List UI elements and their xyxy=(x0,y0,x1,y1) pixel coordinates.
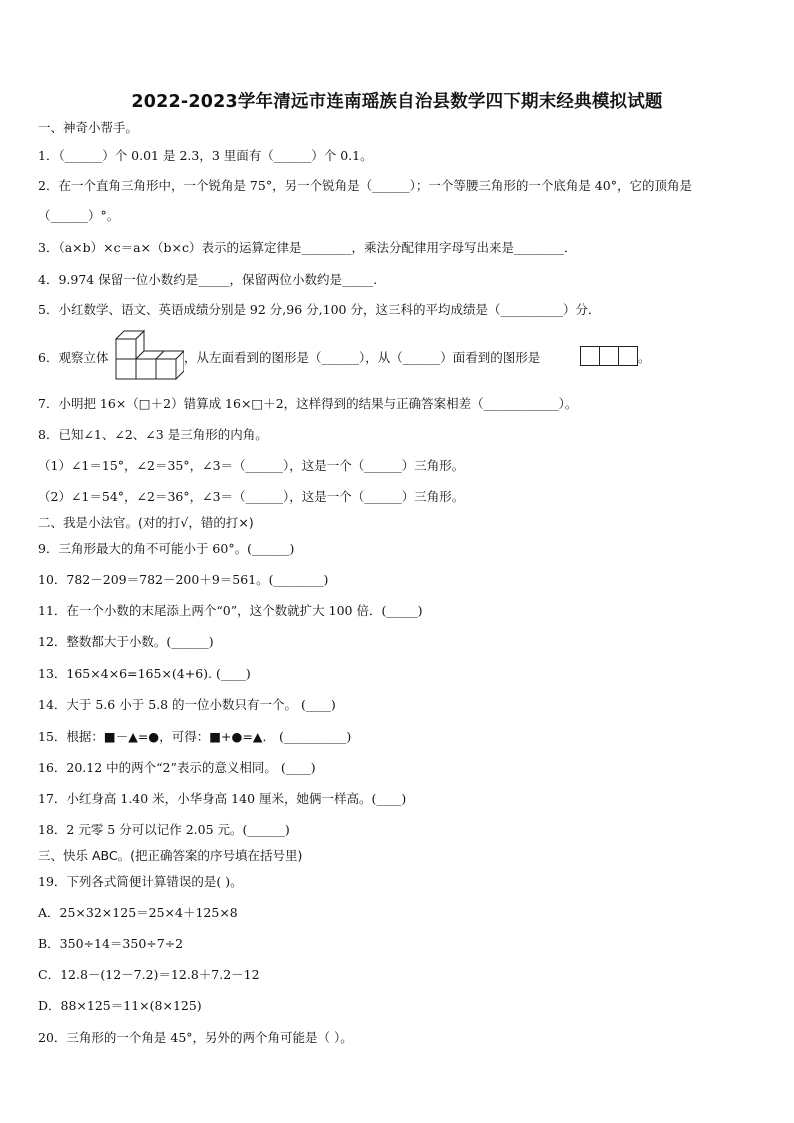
section-heading: 三、快乐 ABC。(把正确答案的序号填在括号里) xyxy=(38,848,303,863)
question-line: 15．根据：■－▲=●，可得：■+●=▲． (__________) xyxy=(38,729,352,744)
question-line: 7．小明把 16×（□＋2）错算成 16×□＋2，这样得到的结果与正确答案相差（____________）。 xyxy=(38,396,578,411)
question-line: 19．下列各式简便计算错误的是( )。 xyxy=(38,874,243,889)
question-line: 10．782－209＝782－200＋9＝561。(________) xyxy=(38,572,329,587)
question-line: （______）°。 xyxy=(38,208,120,223)
question-line: 8．已知∠1、∠2、∠3 是三角形的内角。 xyxy=(38,427,268,442)
question-line: 16．20.12 中的两个“2”表示的意义相同。 (____) xyxy=(38,760,316,775)
q6-prefix: 6．观察立体 xyxy=(38,350,109,365)
question-line: 18．2 元零 5 分可以记作 2.05 元。(______) xyxy=(38,822,290,837)
question-line: （1）∠1＝15°，∠2＝35°，∠3＝（______），这是一个（______）三角形。 xyxy=(38,458,465,473)
page-title: 2022-2023学年清远市连南瑶族自治县数学四下期末经典模拟试题 xyxy=(131,92,663,112)
question-line: 4．9.974 保留一位小数约是_____，保留两位小数约是_____. xyxy=(38,272,378,287)
solid-figure-image xyxy=(114,329,184,383)
view-square xyxy=(619,347,637,365)
question-line: 13．165×4×6=165×(4+6). (____) xyxy=(38,666,251,681)
question-line: 17．小红身高 1.40 米，小华身高 140 厘米，她俩一样高。(____) xyxy=(38,791,407,806)
question-line: A．25×32×125＝25×4＋125×8 xyxy=(38,905,238,920)
question-line: 1．（______）个 0.01 是 2.3，3 里面有（______）个 0.1。 xyxy=(38,148,373,163)
question-line: B．350÷14＝350÷7÷2 xyxy=(38,936,184,951)
question-line: 9．三角形最大的角不可能小于 60°。(______) xyxy=(38,541,295,556)
question-line: 3．（a×b）×c＝a×（b×c）表示的运算定律是________，乘法分配律用字母写出来是________． xyxy=(38,240,577,255)
question-line: 12．整数都大于小数。(______) xyxy=(38,634,214,649)
question-line: 14．大于 5.6 小于 5.8 的一位小数只有一个。 (____) xyxy=(38,697,336,712)
question-line: 20．三角形的一个角是 45°，另外的两个角可能是（ ）。 xyxy=(38,1030,353,1045)
section-heading: 一、神奇小帮手。 xyxy=(38,120,139,135)
question-line: D．88×125＝11×(8×125) xyxy=(38,998,202,1013)
q6-text: ，从左面看到的图形是（______），从（______）面看到的图形是 xyxy=(184,350,541,365)
view-square xyxy=(600,347,619,365)
question-line: （2）∠1＝54°，∠2＝36°，∠3＝（______），这是一个（______）三角形。 xyxy=(38,489,465,504)
question-line: 11．在一个小数的末尾添上两个“0”，这个数就扩大 100 倍．(_____) xyxy=(38,603,423,618)
question-line: 5．小红数学、语文、英语成绩分别是 92 分,96 分,100 分，这三科的平均成绩是（__________）分． xyxy=(38,302,601,317)
question-line: C．12.8－(12－7.2)＝12.8＋7.2－12 xyxy=(38,967,260,982)
question-line: 2．在一个直角三角形中，一个锐角是 75°，另一个锐角是（______）；一个等腰三角形的一个底角是 40°，它的顶角是 xyxy=(38,178,692,193)
section-heading: 二、我是小法官。(对的打√，错的打×) xyxy=(38,515,254,530)
q6-suffix: 。 xyxy=(638,350,651,365)
view-square xyxy=(581,347,600,365)
view-shape-figure xyxy=(580,346,638,366)
